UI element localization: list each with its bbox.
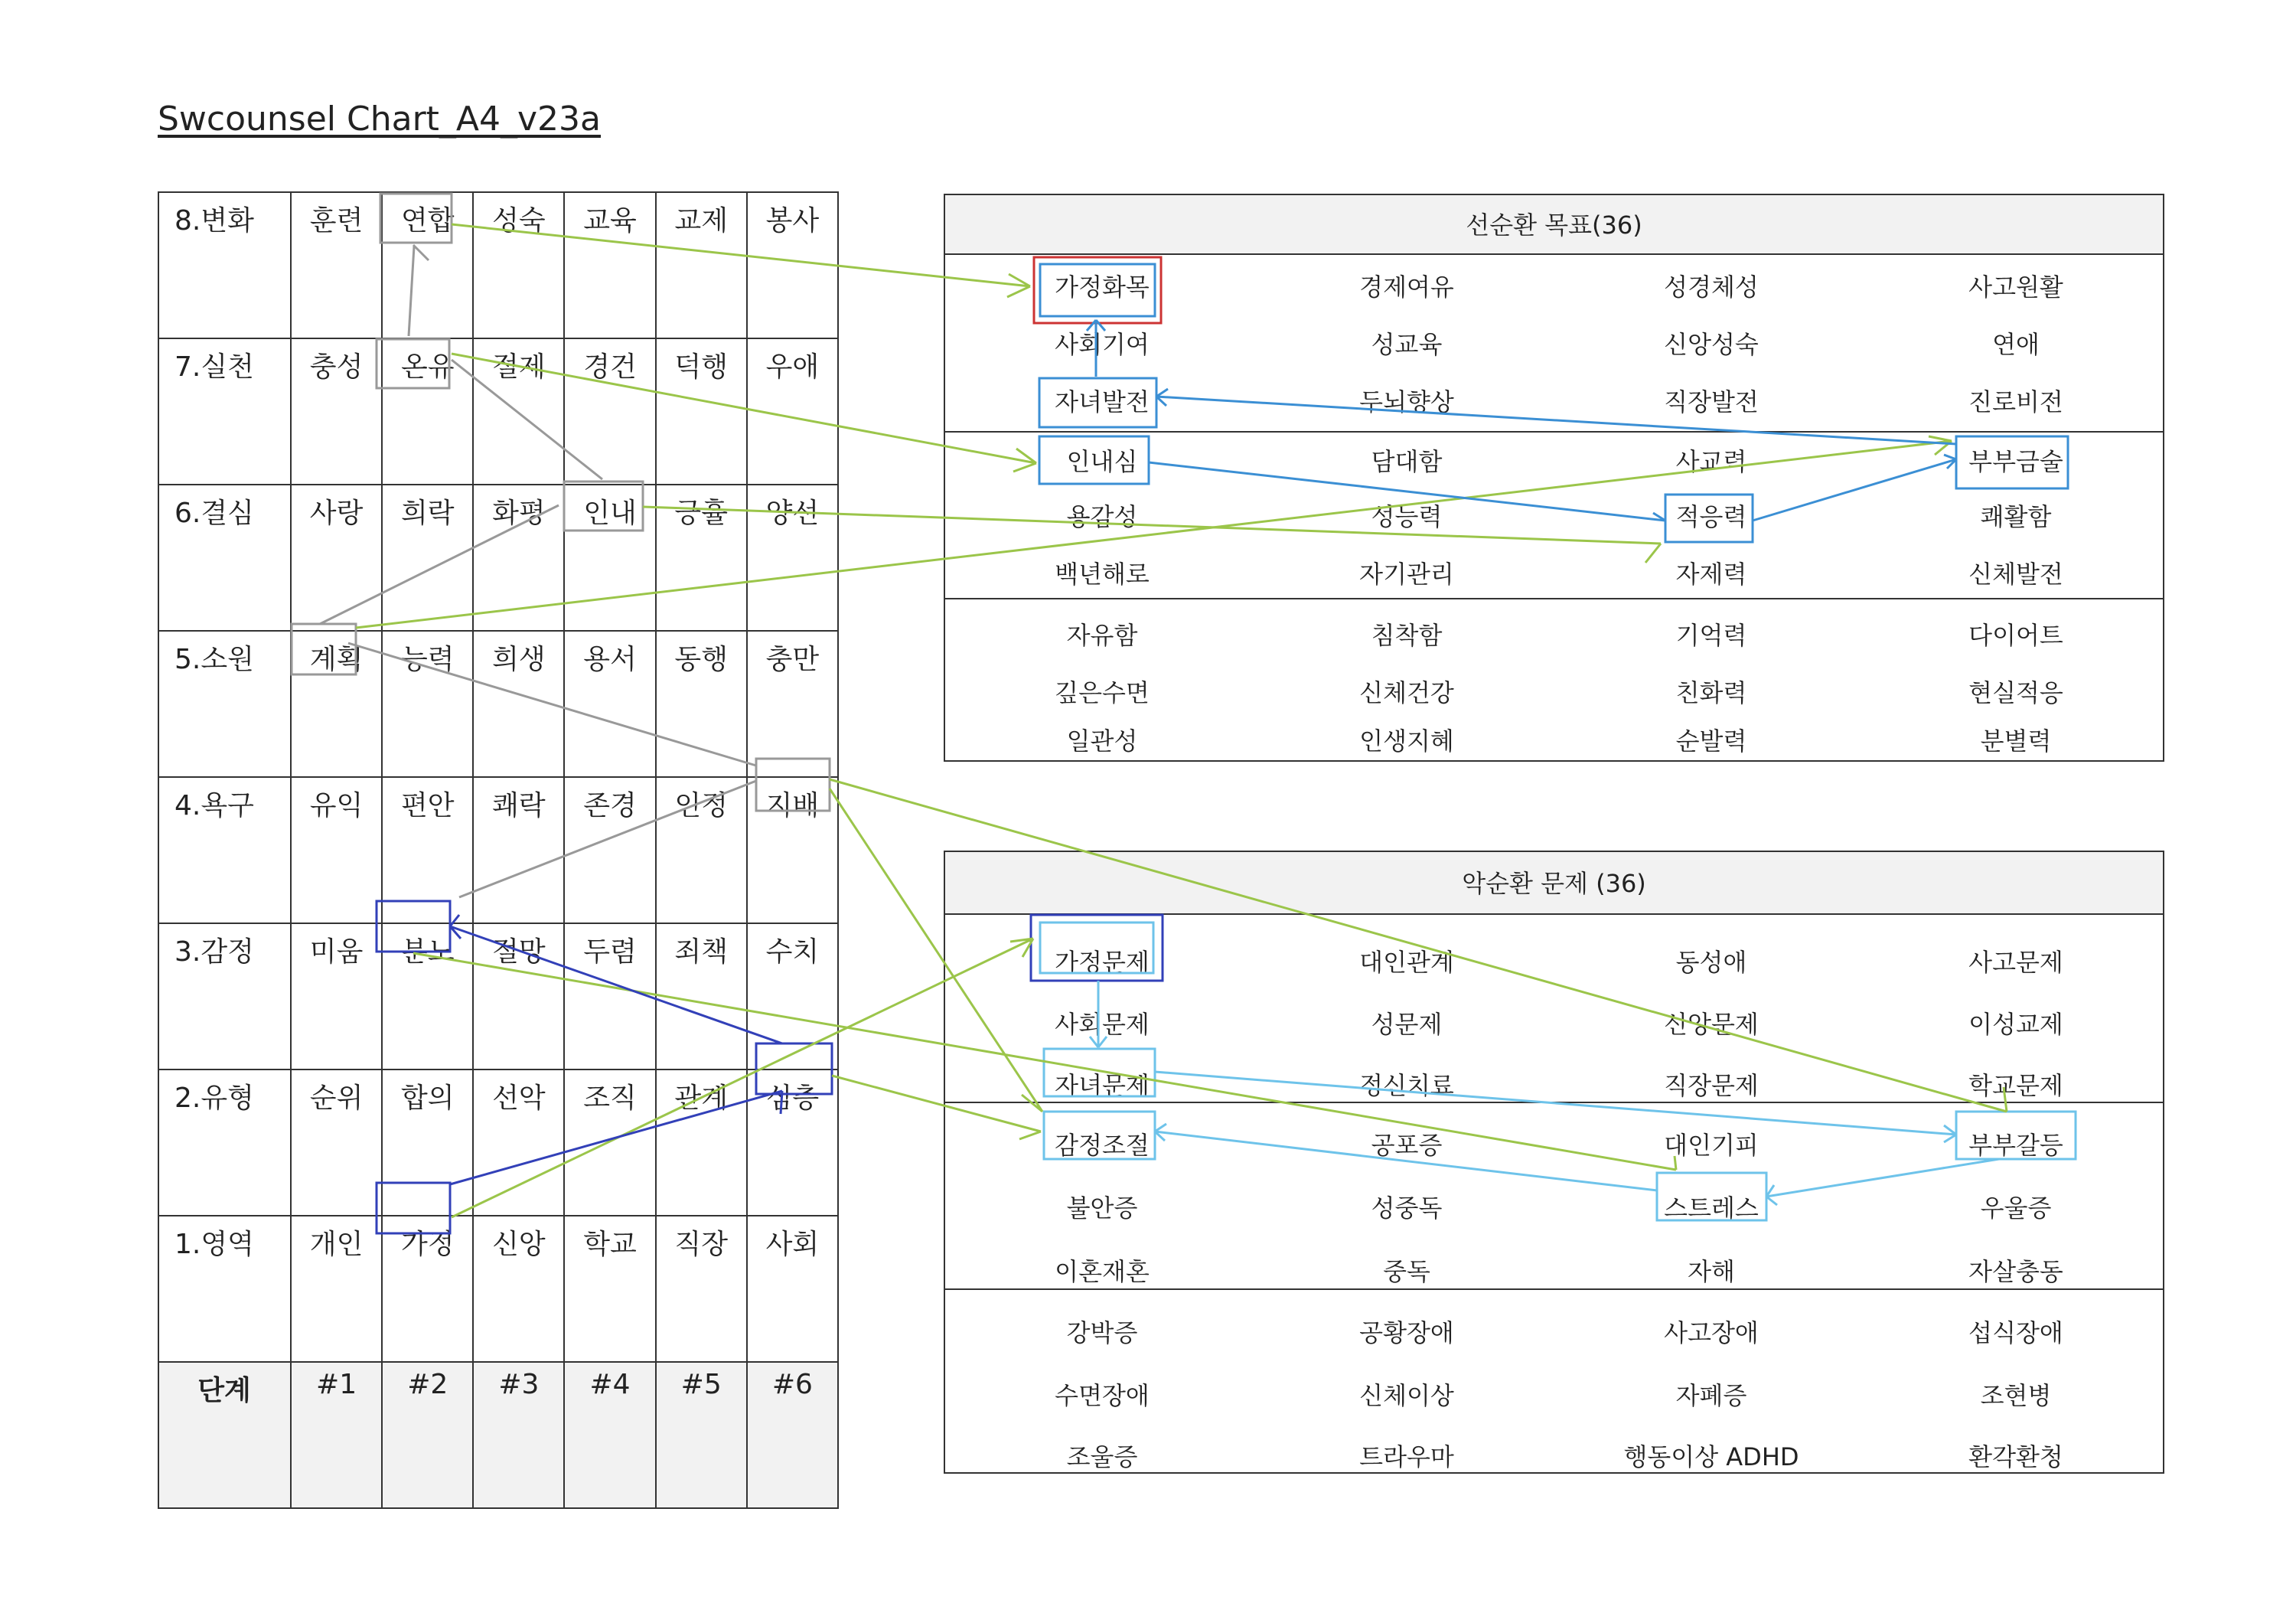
problem-item: 자살충동 [1968, 1257, 2063, 1286]
problem-item: 조울증 [1066, 1442, 1138, 1471]
goal-item: 현실적응 [1968, 678, 2063, 707]
goal-item: 직장발전 [1664, 387, 1759, 416]
virtue-cell: 개인 [291, 1216, 382, 1362]
virtue-cell: 능력 [382, 631, 473, 777]
goal-item: 적응력 [1675, 502, 1747, 531]
goal-item: 성교육 [1371, 330, 1443, 359]
goal-item: 경제여유 [1359, 273, 1454, 302]
goal-item: 자녀발전 [1055, 387, 1150, 416]
problem-item: 신앙문제 [1664, 1010, 1759, 1039]
step-number-cell: #3 [473, 1362, 564, 1508]
virtue-cell: 심층 [747, 1069, 838, 1216]
virtue-cell: 미움 [291, 923, 382, 1069]
stage-label: 3.감정 [158, 923, 291, 1069]
problem-item: 사회문제 [1055, 1010, 1150, 1039]
stage-row [158, 192, 838, 338]
goal-item: 사회기여 [1055, 330, 1150, 359]
problem-item: 공황장애 [1359, 1318, 1454, 1347]
problem-item: 대인관계 [1359, 948, 1454, 977]
stage-label: 6.결심 [158, 485, 291, 631]
stage-row [158, 1069, 838, 1216]
goal-item: 용감성 [1066, 502, 1138, 531]
virtue-cell: 교육 [564, 192, 655, 338]
virtue-cell: 합의 [382, 1069, 473, 1216]
stage-label: 5.소원 [158, 631, 291, 777]
virtue-cell: 사회 [747, 1216, 838, 1362]
virtue-cell: 희락 [382, 485, 473, 631]
problem-item: 신체이상 [1359, 1381, 1454, 1410]
goal-item: 부부금술 [1968, 447, 2063, 476]
virtue-cell: 죄책 [656, 923, 747, 1069]
problem-item: 성중독 [1371, 1194, 1443, 1223]
footer-label: 단계 [158, 1362, 291, 1508]
virtue-cell: 충성 [291, 338, 382, 485]
problem-item: 사고장애 [1664, 1318, 1759, 1347]
problem-item: 스트레스 [1664, 1194, 1759, 1223]
goal-item: 담대함 [1371, 447, 1443, 476]
problem-item: 이성교제 [1968, 1010, 2063, 1039]
virtue-cell: 온유 [382, 338, 473, 485]
stage-label: 7.실천 [158, 338, 291, 485]
goal-item: 인내심 [1066, 447, 1138, 476]
goal-item: 기억력 [1675, 621, 1747, 650]
virtue-cell: 인정 [656, 777, 747, 923]
problem-item: 공포증 [1371, 1131, 1443, 1160]
virtue-cell: 성숙 [473, 192, 564, 338]
virtue-cell: 편안 [382, 777, 473, 923]
virtue-cell: 조직 [564, 1069, 655, 1216]
virtue-cell: 교제 [656, 192, 747, 338]
virtue-cell: 순위 [291, 1069, 382, 1216]
virtue-cell: 절망 [473, 923, 564, 1069]
problem-item: 성문제 [1371, 1010, 1443, 1039]
step-number-cell: #4 [564, 1362, 655, 1508]
virtue-cell: 양선 [747, 485, 838, 631]
problem-item: 이혼재혼 [1055, 1257, 1150, 1286]
goal-item: 자기관리 [1359, 560, 1454, 589]
goal-item: 신체발전 [1968, 560, 2063, 589]
goal-item: 연애 [1992, 330, 2040, 359]
goals-divider [945, 598, 2163, 599]
goal-item: 일관성 [1066, 727, 1138, 756]
virtue-cell: 수치 [747, 923, 838, 1069]
virtue-cell: 화평 [473, 485, 564, 631]
virtue-cell: 훈련 [291, 192, 382, 338]
problems-panel [944, 851, 2164, 1474]
problems-panel-title: 악순환 문제 (36) [945, 852, 2163, 915]
goals-panel-title: 선순환 목표(36) [945, 195, 2163, 255]
stage-table [158, 191, 839, 1509]
virtue-cell: 쾌락 [473, 777, 564, 923]
problems-divider [945, 1288, 2163, 1290]
goal-item: 성경체성 [1664, 273, 1759, 302]
problem-item: 정신치료 [1359, 1071, 1454, 1100]
virtue-cell: 가정 [382, 1216, 473, 1362]
virtue-cell: 유익 [291, 777, 382, 923]
virtue-cell: 경건 [564, 338, 655, 485]
virtue-cell: 선악 [473, 1069, 564, 1216]
goals-divider [945, 431, 2163, 433]
stage-row [158, 777, 838, 923]
goal-item: 분별력 [1980, 727, 2052, 756]
goal-item: 순발력 [1675, 727, 1747, 756]
step-number-cell: #6 [747, 1362, 838, 1508]
virtue-cell: 충만 [747, 631, 838, 777]
goal-item: 쾌활함 [1980, 502, 2052, 531]
step-number-cell: #2 [382, 1362, 473, 1508]
problem-item: 가정문제 [1055, 948, 1150, 977]
goal-item: 친화력 [1675, 678, 1747, 707]
problem-item: 불안증 [1066, 1194, 1138, 1223]
goals-panel [944, 194, 2164, 762]
stage-row [158, 338, 838, 485]
goal-item: 사교력 [1675, 447, 1747, 476]
problem-item: 수면장애 [1055, 1381, 1150, 1410]
virtue-cell: 연합 [382, 192, 473, 338]
problem-item: 동성애 [1675, 948, 1747, 977]
goal-item: 침착함 [1371, 621, 1443, 650]
problem-item: 자폐증 [1675, 1381, 1747, 1410]
virtue-cell: 인내 [564, 485, 655, 631]
goal-item: 자제력 [1675, 560, 1747, 589]
problem-item: 감정조절 [1055, 1131, 1150, 1160]
goal-item: 신체건강 [1359, 678, 1454, 707]
stage-label: 1.영역 [158, 1216, 291, 1362]
virtue-cell: 동행 [656, 631, 747, 777]
problem-item: 조현병 [1980, 1381, 2052, 1410]
virtue-cell: 직장 [656, 1216, 747, 1362]
stage-row [158, 631, 838, 777]
problem-item: 행동이상 ADHD [1623, 1442, 1799, 1471]
goal-item: 가정화목 [1055, 273, 1150, 302]
step-number-cell: #5 [656, 1362, 747, 1508]
goal-item: 자유함 [1066, 621, 1138, 650]
stage-row [158, 1216, 838, 1362]
virtue-cell: 관계 [656, 1069, 747, 1216]
virtue-cell: 희생 [473, 631, 564, 777]
goal-item: 신앙성숙 [1664, 330, 1759, 359]
goal-item: 성능력 [1371, 502, 1443, 531]
problem-item: 사고문제 [1968, 948, 2063, 977]
problem-item: 트라우마 [1359, 1442, 1454, 1471]
stage-label: 2.유형 [158, 1069, 291, 1216]
virtue-cell: 용서 [564, 631, 655, 777]
virtue-cell: 봉사 [747, 192, 838, 338]
problem-item: 학교문제 [1968, 1071, 2063, 1100]
problem-item: 부부갈등 [1968, 1131, 2063, 1160]
virtue-cell: 계획 [291, 631, 382, 777]
goal-item: 사고원활 [1968, 273, 2063, 302]
virtue-cell: 사랑 [291, 485, 382, 631]
page-title: Swcounsel Chart_A4_v23a [158, 100, 602, 139]
virtue-cell: 지배 [747, 777, 838, 923]
stage-row [158, 923, 838, 1069]
virtue-cell: 분노 [382, 923, 473, 1069]
problem-item: 직장문제 [1664, 1071, 1759, 1100]
goal-item: 인생지혜 [1359, 727, 1454, 756]
problem-item: 섭식장애 [1968, 1318, 2063, 1347]
goal-item: 다이어트 [1968, 621, 2063, 650]
goal-item: 백년해로 [1055, 560, 1150, 589]
problems-divider [945, 1102, 2163, 1103]
problem-item: 대인기피 [1664, 1131, 1759, 1160]
virtue-cell: 학교 [564, 1216, 655, 1362]
virtue-cell: 덕행 [656, 338, 747, 485]
problem-item: 자녀문제 [1055, 1071, 1150, 1100]
step-number-cell: #1 [291, 1362, 382, 1508]
goal-item: 깊은수면 [1055, 678, 1150, 707]
virtue-cell: 절제 [473, 338, 564, 485]
problem-item: 중독 [1383, 1257, 1430, 1286]
stage-footer-row [158, 1362, 838, 1508]
virtue-cell: 우애 [747, 338, 838, 485]
virtue-cell: 존경 [564, 777, 655, 923]
virtue-cell: 신앙 [473, 1216, 564, 1362]
problem-item: 강박증 [1066, 1318, 1138, 1347]
goal-item: 진로비전 [1968, 387, 2063, 416]
problem-item: 환각환청 [1968, 1442, 2063, 1471]
stage-label: 4.욕구 [158, 777, 291, 923]
problem-item: 자해 [1688, 1257, 1735, 1286]
virtue-cell: 두렴 [564, 923, 655, 1069]
goal-item: 두뇌향상 [1359, 387, 1454, 416]
stage-row [158, 485, 838, 631]
problem-item: 우울증 [1980, 1194, 2052, 1223]
stage-label: 8.변화 [158, 192, 291, 338]
virtue-cell: 긍휼 [656, 485, 747, 631]
